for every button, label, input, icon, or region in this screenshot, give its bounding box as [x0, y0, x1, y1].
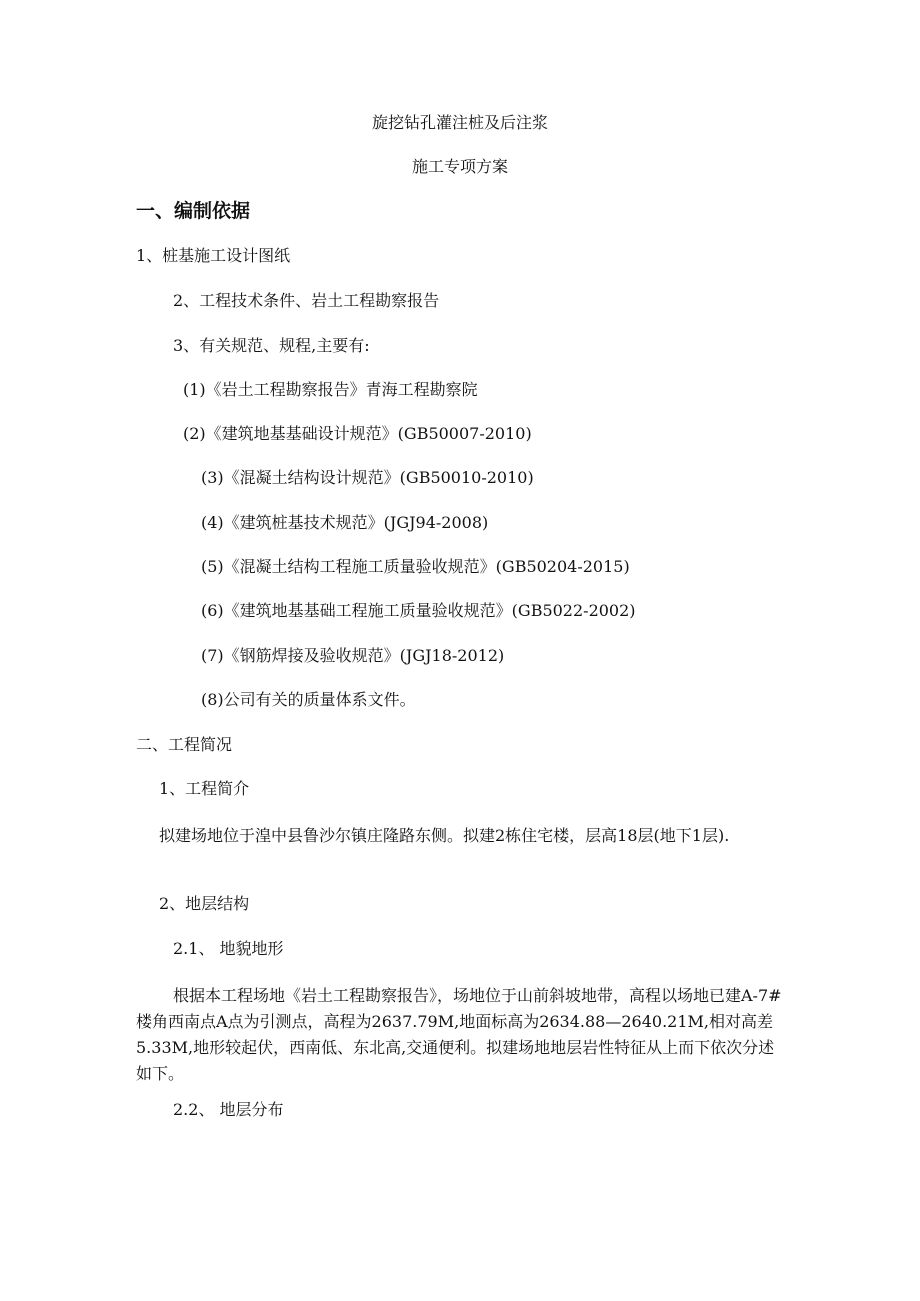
document-title-line-2: 施工专项方案	[411, 157, 508, 176]
document-title-line-1: 旋挖钻孔灌注桩及后注浆	[371, 113, 548, 132]
basis-item-3: 3、有关规范、规程,主要有:	[173, 336, 370, 355]
project-intro-heading: 1、工程简介	[159, 779, 250, 798]
reference-item-6: (6)《建筑地基基础工程施工质量验收规范》(GB5022-2002)	[201, 601, 636, 620]
section-2-heading: 二、工程简况	[136, 735, 233, 754]
stratum-heading: 2、地层结构	[159, 894, 250, 913]
section-1-heading: 一、编制依据	[136, 200, 251, 222]
basis-item-2: 2、工程技术条件、岩土工程勘察报告	[173, 291, 440, 310]
reference-item-1: (1)《岩土工程勘察报告》青海工程勘察院	[183, 380, 478, 399]
reference-item-4: (4)《建筑桩基技术规范》(JGJ94-2008)	[201, 513, 489, 532]
reference-item-7: (7)《钢筋焊接及验收规范》(JGJ18-2012)	[201, 646, 505, 665]
landform-paragraph: 根据本工程场地《岩土工程勘察报告》，场地位于山前斜坡地带，高程以场地已建A-7#楼角西南点A点为引测点，高程为2637.79M,地面标高为2634.88—2640.21M,相对高差5.33M,地形较起伏，西南低、东北高,交通便利。拟建场地地层岩性特征从上而下依次分述如下。	[136, 986, 782, 1083]
reference-item-5: (5)《混凝土结构工程施工质量验收规范》(GB50204-2015)	[201, 557, 630, 576]
reference-item-2: (2)《建筑地基基础设计规范》(GB50007-2010)	[183, 424, 532, 443]
stratum-distribution-heading: 2.2、 地层分布	[173, 1100, 284, 1119]
landform-heading: 2.1、 地貌地形	[173, 939, 284, 958]
reference-item-3: (3)《混凝土结构设计规范》(GB50010-2010)	[201, 468, 534, 487]
project-intro-paragraph: 拟建场地位于湟中县鲁沙尔镇庄隆路东侧。拟建2栋住宅楼，层高18层(地下1层).	[159, 826, 730, 845]
reference-item-8: (8)公司有关的质量体系文件。	[201, 690, 416, 709]
basis-item-1: 1、桩基施工设计图纸	[136, 246, 291, 265]
